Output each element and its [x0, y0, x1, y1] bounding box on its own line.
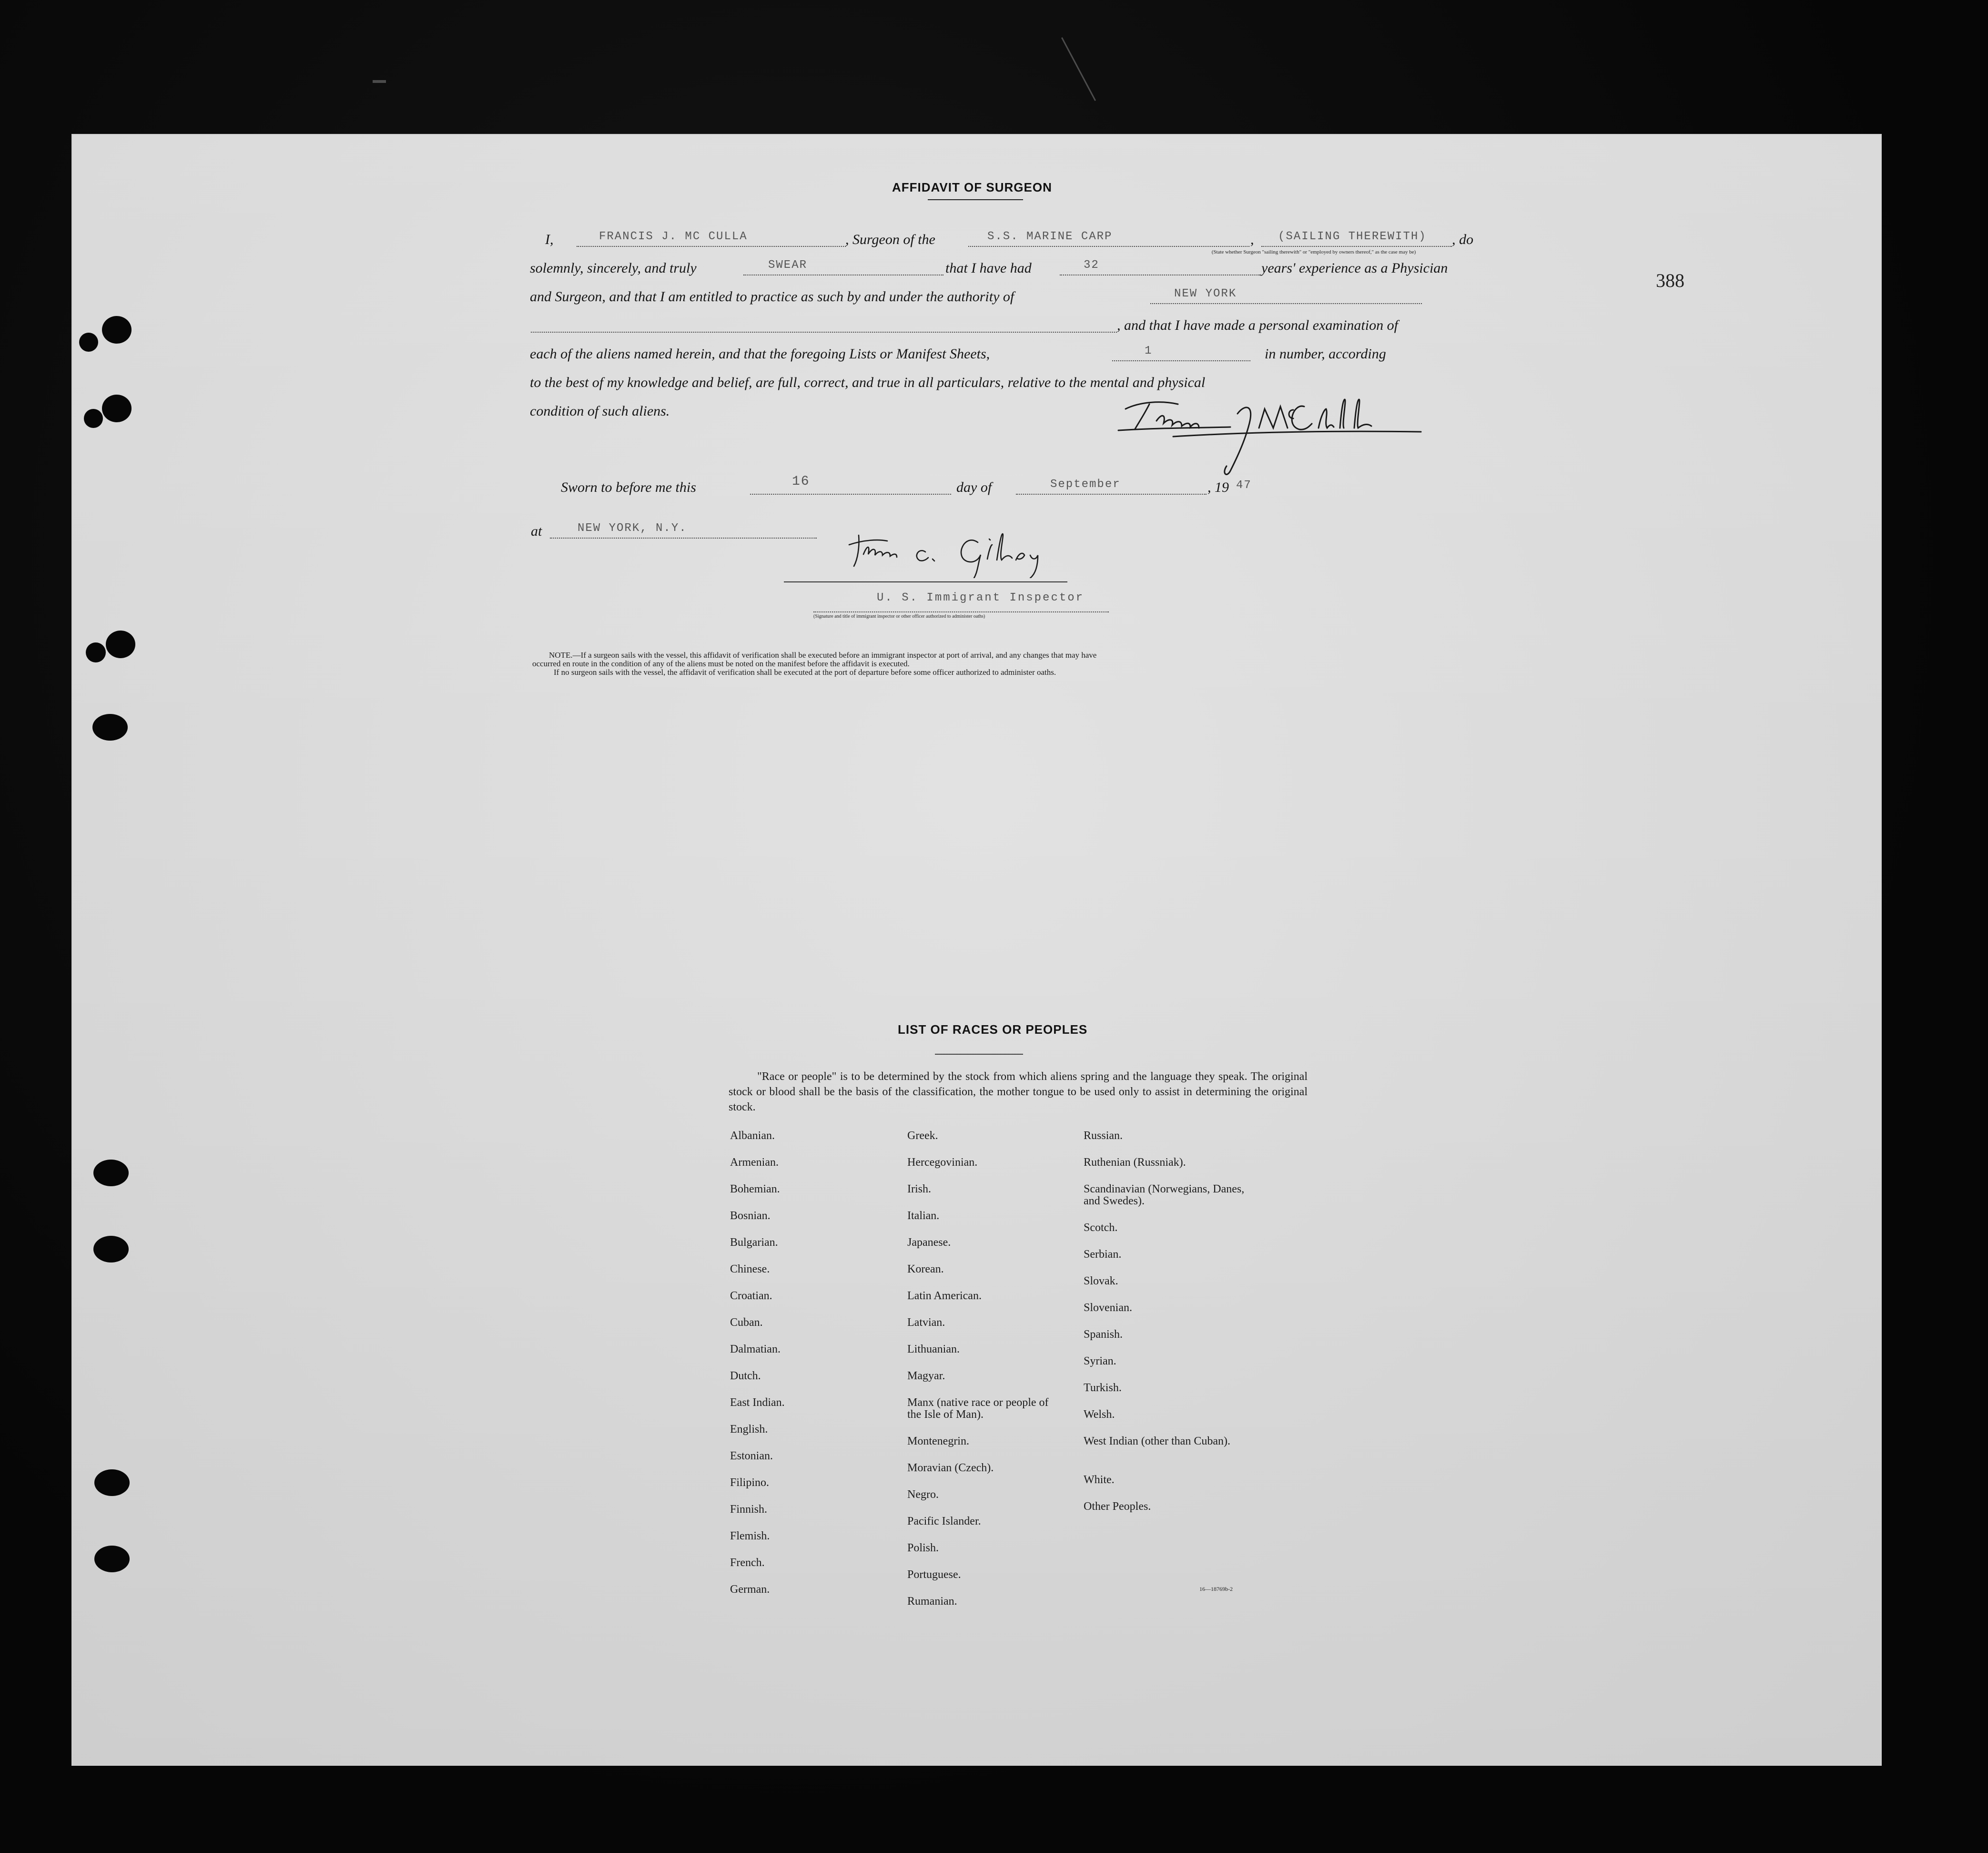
sworn-prefix-text: Sworn to before me this	[561, 479, 696, 495]
page-number: 388	[1656, 270, 1684, 291]
sworn-place-field: NEW YORK, N.Y.	[578, 522, 687, 535]
sworn-year-field: 47	[1236, 479, 1252, 492]
race-item: Polish.	[907, 1542, 939, 1554]
punch-hole	[79, 333, 98, 352]
surgeon-signature	[1116, 395, 1430, 480]
race-item: Serbian.	[1084, 1248, 1122, 1261]
punch-hole	[102, 395, 132, 422]
years-experience-field: 32	[1084, 259, 1099, 272]
film-scratch	[373, 80, 386, 83]
race-item: Croatian.	[730, 1290, 772, 1302]
name-field-line	[577, 246, 846, 247]
punch-hole	[86, 642, 106, 662]
years-suffix-text: years' experience as a Physician	[1261, 260, 1448, 276]
sheets-prefix-text: each of the aliens named herein, and that the foregoing Lists or Manifest Sheets,	[530, 346, 990, 362]
race-item: Portuguese.	[907, 1568, 961, 1581]
race-item: Greek.	[907, 1130, 938, 1142]
race-item: Latin American.	[907, 1290, 982, 1302]
race-item: Italian.	[907, 1210, 940, 1222]
inspector-caption: (Signature and title of immigrant inspector or other officer authorized to administer oaths)	[813, 614, 985, 619]
note-line-1: NOTE.—If a surgeon sails with the vessel, this affidavit of verification shall be executed before an immigrant inspector at port of arrival, and any changes that may have	[549, 651, 1097, 660]
race-item: Bulgarian.	[730, 1236, 778, 1249]
affidavit-title: AFFIDAVIT OF SURGEON	[892, 180, 1052, 194]
knowledge-text: to the best of my knowledge and belief, are full, correct, and true in all particulars, relative to the mental and physical	[530, 375, 1206, 390]
place-field-line	[550, 538, 817, 539]
inspector-title-line	[813, 611, 1109, 612]
inspector-title: U. S. Immigrant Inspector	[877, 591, 1085, 604]
race-item: French.	[730, 1557, 765, 1569]
race-item: Montenegrin.	[907, 1435, 969, 1447]
punch-hole	[94, 1469, 130, 1496]
condition-text: condition of such aliens.	[530, 403, 670, 419]
race-item: Negro.	[907, 1488, 939, 1501]
punch-hole	[106, 631, 135, 658]
races-intro: "Race or people" is to be determined by the stock from which aliens spring and the language they speak. The original stock or blood shall be the basis of the classification, the mother tongue to be used only to assist in determining the original stock.	[729, 1070, 1308, 1113]
race-item: Korean.	[907, 1263, 944, 1275]
race-item: Welsh.	[1084, 1408, 1115, 1421]
race-item: Irish.	[907, 1183, 931, 1195]
film-scratch	[1061, 37, 1096, 101]
form-number: 16—18769b-2	[1199, 1586, 1233, 1592]
race-item: Other Peoples.	[1084, 1500, 1151, 1513]
oath-field: SWEAR	[768, 259, 808, 272]
race-item: Turkish.	[1084, 1382, 1122, 1394]
race-item: Russian.	[1084, 1130, 1123, 1142]
inspector-signature	[844, 526, 1064, 578]
sheets-field-line	[1112, 360, 1250, 361]
day-of-text: day of	[956, 479, 992, 495]
status-instruction: (State whether Surgeon "sailing therewith" or "employed by owners thereof," as the case may be)	[1211, 249, 1416, 255]
race-item: Bosnian.	[730, 1210, 771, 1222]
sworn-day-field: 16	[792, 474, 810, 489]
manifest-sheets-field: 1	[1145, 345, 1153, 357]
surgeon-status-field: (SAILING THEREWITH)	[1278, 230, 1427, 243]
punch-hole	[102, 316, 132, 344]
authority-field-line	[1150, 303, 1422, 304]
race-item: Flemish.	[730, 1530, 770, 1542]
race-item: Scandinavian (Norwegians, Danes, and Swedes).	[1084, 1183, 1245, 1207]
punch-hole	[92, 714, 128, 741]
race-item: Dalmatian.	[730, 1343, 781, 1355]
race-item: Latvian.	[907, 1316, 945, 1329]
day-field-line	[750, 494, 951, 495]
race-item: Lithuanian.	[907, 1343, 960, 1355]
authority-field: NEW YORK	[1174, 287, 1237, 300]
race-item: East Indian.	[730, 1396, 785, 1409]
oath-prefix-text: solemnly, sincerely, and truly	[530, 260, 697, 276]
pronoun-text: I,	[545, 232, 554, 247]
race-item: Scotch.	[1084, 1222, 1118, 1234]
race-item: Cuban.	[730, 1316, 763, 1329]
sworn-month-field: September	[1050, 478, 1121, 491]
race-item: Chinese.	[730, 1263, 770, 1275]
race-item: Albanian.	[730, 1130, 775, 1142]
examination-text: , and that I have made a personal examination of	[1117, 317, 1398, 333]
race-item: White.	[1084, 1474, 1115, 1486]
race-item: Finnish.	[730, 1503, 768, 1516]
race-item: West Indian (other than Cuban).	[1084, 1435, 1230, 1447]
races-title-underline	[935, 1054, 1023, 1055]
race-item: Estonian.	[730, 1450, 773, 1462]
vessel-field-line	[968, 246, 1249, 247]
race-item: Armenian.	[730, 1156, 779, 1169]
inspector-signature-line	[784, 581, 1067, 582]
punch-hole	[93, 1236, 129, 1262]
do-text: , do	[1452, 232, 1473, 247]
race-item: Syrian.	[1084, 1355, 1116, 1367]
race-item: Manx (native race or people of the Isle of Man).	[907, 1396, 1049, 1421]
at-text: at	[531, 523, 542, 539]
authority-continuation-line	[531, 332, 1117, 333]
race-item: Moravian (Czech).	[907, 1462, 994, 1474]
punch-hole	[93, 1160, 129, 1186]
document-sheet	[72, 135, 1881, 1765]
status-field-line	[1261, 246, 1452, 247]
race-item: Magyar.	[907, 1370, 945, 1382]
race-item: Bohemian.	[730, 1183, 780, 1195]
races-title: LIST OF RACES OR PEOPLES	[898, 1022, 1088, 1037]
race-item: Spanish.	[1084, 1328, 1123, 1341]
year-prefix-text: , 19	[1207, 479, 1229, 495]
surgeon-of-text: , Surgeon of the	[845, 232, 935, 247]
race-item: Pacific Islander.	[907, 1515, 981, 1527]
race-item: Hercegovinian.	[907, 1156, 978, 1169]
race-item: Ruthenian (Russniak).	[1084, 1156, 1186, 1169]
title-underline	[928, 199, 1023, 200]
race-item: English.	[730, 1423, 768, 1436]
comma-text: ,	[1250, 232, 1254, 247]
punch-hole	[84, 409, 103, 428]
sheets-suffix-text: in number, according	[1265, 346, 1386, 362]
race-item: Slovenian.	[1084, 1302, 1132, 1314]
punch-hole	[94, 1546, 130, 1572]
race-item: Slovak.	[1084, 1275, 1118, 1287]
years-prefix-text: that I have had	[945, 260, 1032, 276]
race-item: German.	[730, 1583, 770, 1596]
authority-prefix-text: and Surgeon, and that I am entitled to practice as such by and under the authority of	[530, 289, 1014, 305]
race-item: Rumanian.	[907, 1595, 957, 1608]
vessel-name-field: S.S. MARINE CARP	[987, 230, 1113, 243]
note-line-3: If no surgeon sails with the vessel, the affidavit of verification shall be executed at the port of departure before some officer authorized to administer oaths.	[554, 668, 1056, 677]
surgeon-name-field: FRANCIS J. MC CULLA	[599, 230, 748, 243]
race-item: Dutch.	[730, 1370, 761, 1382]
race-item: Japanese.	[907, 1236, 951, 1249]
note-line-2: occurred en route in the condition of any of the aliens must be noted on the manifest before the affidavit is executed.	[532, 659, 910, 668]
race-item: Filipino.	[730, 1476, 770, 1489]
month-field-line	[1016, 494, 1207, 495]
